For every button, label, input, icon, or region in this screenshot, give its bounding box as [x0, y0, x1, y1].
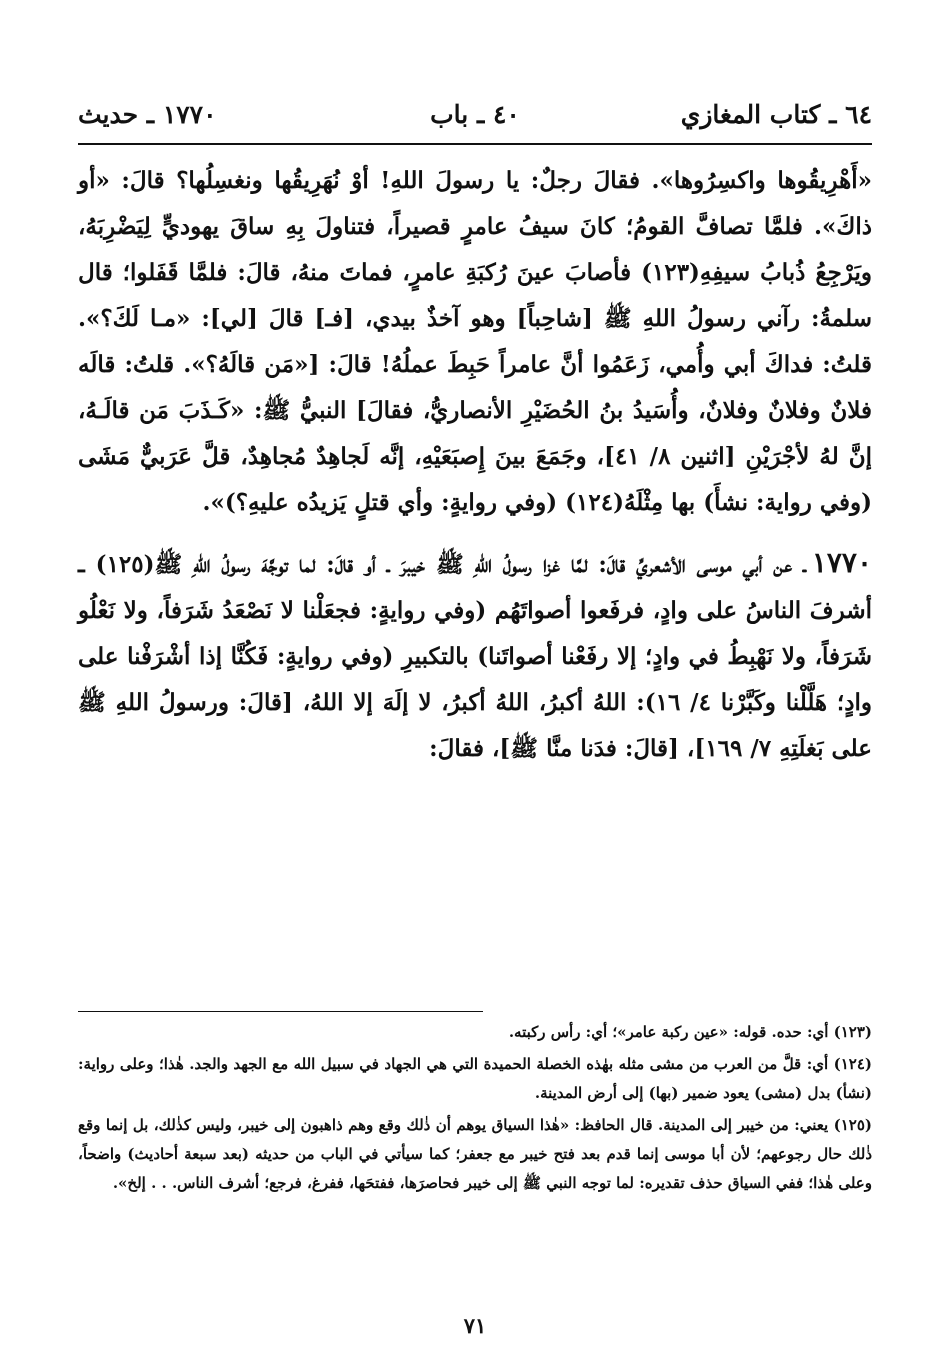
hadith-paragraph	[78, 540, 872, 772]
footnote-125: (١٢٥) يعني: من خيبر إلى المدينة. قال الحافظ: «هٰذا السياق يوهم أن ذٰلك وقع وهم ذاهبون إلى خيبر، وليس كذٰلك، بل إنما وقع ذٰلك حال رجوعهم؛ لأن أبا موسى إنما قدم بعد فتح خيبر مع جعفر؛ كما سيأتي في الباب من حديثه (بعد سبعة أحاديث) واضحاً، وعلى هٰذا؛ ففي السياق حذف تقديره: لما توجه النبي ﷺ إلى خيبر فحاصرَها، ففتحَها، ففرغ، فرجع؛ أشرف الناس. . . إلخ».	[78, 1116, 872, 1192]
hadith-number: ١٧٧٠	[811, 546, 872, 579]
running-header	[78, 100, 872, 140]
header-divider	[78, 143, 872, 145]
footnote-124: (١٢٤) أي: قلَّ من العرب من مشى مثله بهٰذه الخصلة الحميدة التي هي الجهاد في سبيل الله مع الجهد والجد. هٰذا؛ وعلى رواية: (نشأ) بدل (مشى) يعود ضمير (بها) إلى أرض المدينة.	[78, 1055, 872, 1102]
footnotes	[78, 1018, 872, 1201]
main-text	[78, 158, 872, 772]
footnote-123: (١٢٣) أي: حده. قوله: «عين ركبة عامر»؛ أي: رأس ركبته.	[508, 1023, 872, 1041]
footnote-divider	[78, 1011, 483, 1012]
book-title: ٦٤ ـ كتاب المغازي	[680, 100, 872, 129]
chapter-title: ٤٠ ـ باب	[430, 100, 520, 129]
hadith-reference: ١٧٧٠ ـ حديث	[78, 100, 217, 129]
paragraph-continuation: «أَهْرِيقُوها واكسِرُوها». فقالَ رجلٌ: يا رسولَ اللهِ! أوْ نُهَرِيقُها ونغسِلُها؟ قالَ: «أو ذاكَ». فلمَّا تصافَّ القومُ؛ كانَ سيفُ عامرٍ قصيراً، فتناولَ بِهِ ساقَ يهوديٍّ لِيَضْرِبَهُ، ويَرْجِعُ ذُبابُ سيفِهِ(١٢٣) فأصابَ عينَ رُكبَةِ عامرٍ، فماتَ منهُ، قالَ: فلمَّا قَفَلوا؛ قال سلمةُ: رآني رسولُ اللهِ ﷺ [شاحِباً] وهو آخذٌ بيدي، [فـ] قالَ [لي]: «مـا لَكَ؟». قلتُ: فداكَ أبي وأُمي، زَعَمُوا أنَّ عامراً حَبِطَ عملُهُ! قالَ: [«مَن قالَهُ؟». قلتُ: قالَه فلانٌ وفلانٌ وفلانٌ، وأُسَيدُ بنُ الحُضَيْرِ الأنصاريُّ، فقالَ] النبيُّ ﷺ: «كَـذَبَ مَن قالَـهُ، إنَّ لهُ لأجْرَيْنِ [اثنين ٨/ ٤١]، وجَمَعَ بينَ إِصبَعَيْهِ، إنَّه لَجاهِدٌ مُجاهِدٌ، قلَّ عَرَبيٌّ مَشَى (وفي رواية: نشأَ) بها مِثْلَهُ(١٢٤) (وفي روايةٍ: وأي قتلٍ يَزيدُه عليهِ؟)».	[78, 167, 872, 516]
page-number: ٧١	[463, 1313, 487, 1338]
hadith-text: ـ عن أبي موسى الأشعريِّ قالَ: لمَّا غزا رسولُ اللهِ ﷺ خيبرَ ـ أو قالَ: لما توجَّهَ رسولُ اللهِ ﷺ(١٢٥) ـ أشرفَ الناسُ على وادٍ، فرفَعوا أصواتَهُم (وفي روايةٍ: فجعَلْنا لا نَصْعَدُ شَرَفاً، ولا نَعْلُو شَرَفاً، ولا نَهْبِطُ في وادٍ؛ إلا رفَعْنا أصواتَنا) بالتكبيرِ (وفي روايةٍ: فَكُنَّا إذا أشْرَفْنا على وادٍ؛ هَلَّلْنا وكَبَّرْنا ٤/ ١٦): اللهُ أكبرُ، اللهُ أكبرُ، لا إلَهَ إلا اللهُ، [قالَ: ورسولُ اللهِ ﷺ على بَغلَتِهِ ٧/ ١٦٩]، [قالَ: فدَنا منَّا ﷺ]، فقالَ:	[78, 551, 872, 762]
